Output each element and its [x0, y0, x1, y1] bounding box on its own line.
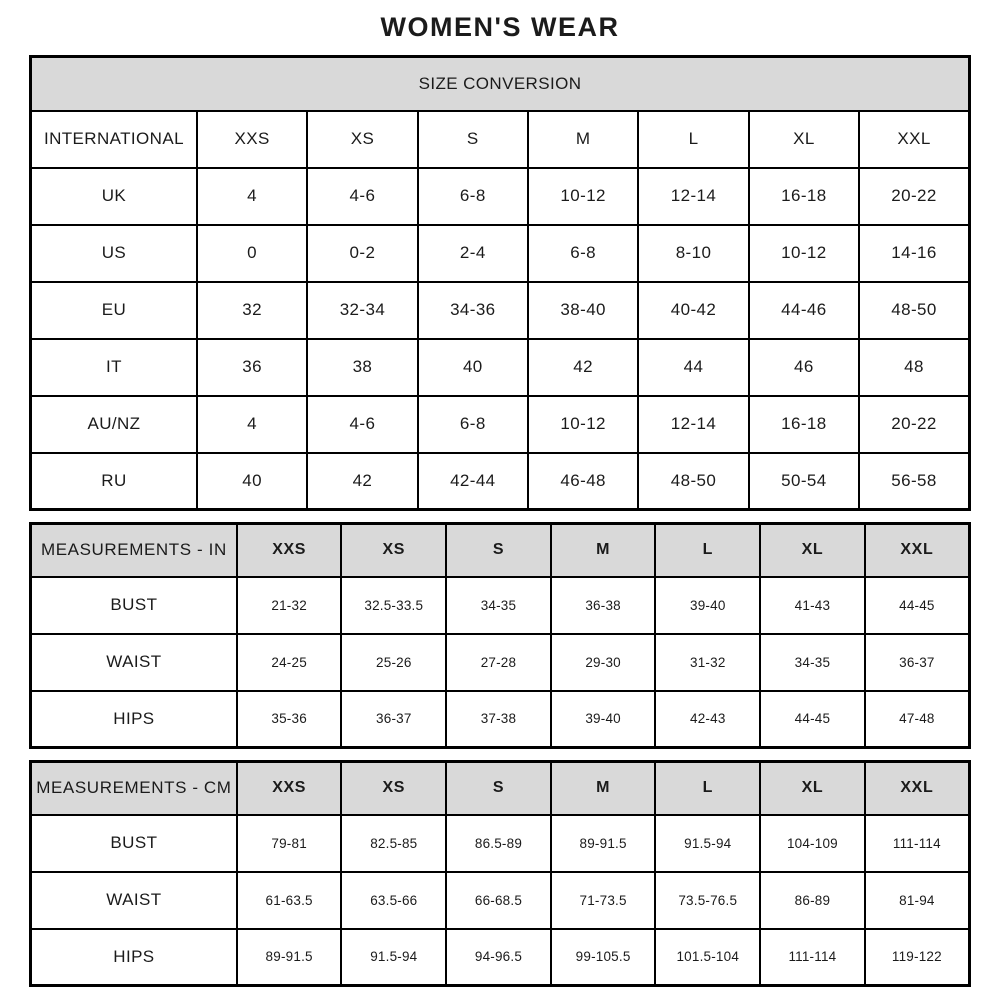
- value-cell: 29-30: [551, 634, 656, 691]
- measurements-in-col-xxs: XXS: [237, 524, 342, 577]
- value-cell: 32.5-33.5: [341, 577, 446, 634]
- size-conversion-row-us: [31, 225, 970, 282]
- value-cell: 86.5-89: [446, 815, 551, 872]
- value-cell: 81-94: [865, 872, 970, 929]
- size-conversion-row-au-nz: [31, 396, 970, 453]
- size-conversion-col-xl: XL: [749, 111, 859, 168]
- value-cell: 36-37: [341, 691, 446, 748]
- measurements-in-header-row: [31, 524, 970, 577]
- measurements-cm-row-hips: [31, 929, 970, 986]
- size-conversion-col-label: INTERNATIONAL: [31, 111, 197, 168]
- value-cell: 94-96.5: [446, 929, 551, 986]
- measurements-in-col-xl: XL: [760, 524, 865, 577]
- size-conversion-col-l: L: [638, 111, 748, 168]
- value-cell: 4: [197, 396, 307, 453]
- row-label: AU/NZ: [31, 396, 197, 453]
- measurements-in-col-s: S: [446, 524, 551, 577]
- measurements-in-col-label: MEASUREMENTS - IN: [31, 524, 237, 577]
- value-cell: 71-73.5: [551, 872, 656, 929]
- measurements-in-col-m: M: [551, 524, 656, 577]
- value-cell: 16-18: [749, 168, 859, 225]
- value-cell: 42: [528, 339, 638, 396]
- value-cell: 44-46: [749, 282, 859, 339]
- value-cell: 91.5-94: [341, 929, 446, 986]
- value-cell: 119-122: [865, 929, 970, 986]
- measurements-in-row-waist: [31, 634, 970, 691]
- size-conversion-col-s: S: [418, 111, 528, 168]
- value-cell: 48-50: [859, 282, 969, 339]
- measurements-cm-col-l: L: [655, 762, 760, 815]
- value-cell: 42-43: [655, 691, 760, 748]
- row-label: BUST: [31, 577, 237, 634]
- value-cell: 12-14: [638, 396, 748, 453]
- row-label: WAIST: [31, 872, 237, 929]
- measurements-in-col-l: L: [655, 524, 760, 577]
- value-cell: 79-81: [237, 815, 342, 872]
- value-cell: 61-63.5: [237, 872, 342, 929]
- value-cell: 46-48: [528, 453, 638, 510]
- measurements-cm-col-xl: XL: [760, 762, 865, 815]
- value-cell: 89-91.5: [551, 815, 656, 872]
- size-conversion-col-m: M: [528, 111, 638, 168]
- value-cell: 34-35: [446, 577, 551, 634]
- size-conversion-row-eu: [31, 282, 970, 339]
- value-cell: 20-22: [859, 168, 969, 225]
- row-label: US: [31, 225, 197, 282]
- value-cell: 27-28: [446, 634, 551, 691]
- value-cell: 36-38: [551, 577, 656, 634]
- value-cell: 91.5-94: [655, 815, 760, 872]
- value-cell: 44: [638, 339, 748, 396]
- value-cell: 86-89: [760, 872, 865, 929]
- measurements-cm-col-xxs: XXS: [237, 762, 342, 815]
- size-conversion-row-ru: [31, 453, 970, 510]
- value-cell: 2-4: [418, 225, 528, 282]
- value-cell: 24-25: [237, 634, 342, 691]
- measurements-cm-row-bust: [31, 815, 970, 872]
- value-cell: 44-45: [865, 577, 970, 634]
- value-cell: 44-45: [760, 691, 865, 748]
- row-label: RU: [31, 453, 197, 510]
- size-conversion-table: [29, 55, 971, 511]
- value-cell: 4-6: [307, 396, 417, 453]
- value-cell: 31-32: [655, 634, 760, 691]
- size-conversion-row-uk: [31, 168, 970, 225]
- value-cell: 6-8: [528, 225, 638, 282]
- measurements-cm-header-row: [31, 762, 970, 815]
- size-conversion-col-xs: XS: [307, 111, 417, 168]
- table-gap: [0, 511, 1000, 522]
- value-cell: 10-12: [528, 168, 638, 225]
- row-label: EU: [31, 282, 197, 339]
- value-cell: 47-48: [865, 691, 970, 748]
- value-cell: 111-114: [865, 815, 970, 872]
- value-cell: 42-44: [418, 453, 528, 510]
- value-cell: 48-50: [638, 453, 748, 510]
- measurements-in-col-xxl: XXL: [865, 524, 970, 577]
- value-cell: 16-18: [749, 396, 859, 453]
- value-cell: 36-37: [865, 634, 970, 691]
- value-cell: 40: [418, 339, 528, 396]
- size-conversion-row-it: [31, 339, 970, 396]
- value-cell: 10-12: [528, 396, 638, 453]
- value-cell: 40: [197, 453, 307, 510]
- value-cell: 38: [307, 339, 417, 396]
- size-conversion-col-xxs: XXS: [197, 111, 307, 168]
- table-gap: [0, 749, 1000, 760]
- page-title: WOMEN'S WEAR: [380, 12, 620, 42]
- value-cell: 37-38: [446, 691, 551, 748]
- row-label: WAIST: [31, 634, 237, 691]
- value-cell: 34-35: [760, 634, 865, 691]
- value-cell: 36: [197, 339, 307, 396]
- measurements-cm-col-label: MEASUREMENTS - CM: [31, 762, 237, 815]
- measurements-cm-row-waist: [31, 872, 970, 929]
- value-cell: 0: [197, 225, 307, 282]
- value-cell: 82.5-85: [341, 815, 446, 872]
- value-cell: 10-12: [749, 225, 859, 282]
- value-cell: 50-54: [749, 453, 859, 510]
- value-cell: 25-26: [341, 634, 446, 691]
- measurements-cm-col-s: S: [446, 762, 551, 815]
- value-cell: 39-40: [551, 691, 656, 748]
- row-label: UK: [31, 168, 197, 225]
- value-cell: 34-36: [418, 282, 528, 339]
- value-cell: 46: [749, 339, 859, 396]
- value-cell: 32-34: [307, 282, 417, 339]
- measurements-in-row-bust: [31, 577, 970, 634]
- row-label: HIPS: [31, 929, 237, 986]
- row-label: IT: [31, 339, 197, 396]
- value-cell: 20-22: [859, 396, 969, 453]
- value-cell: 35-36: [237, 691, 342, 748]
- value-cell: 41-43: [760, 577, 865, 634]
- value-cell: 63.5-66: [341, 872, 446, 929]
- value-cell: 99-105.5: [551, 929, 656, 986]
- measurements-cm-table: [29, 760, 971, 987]
- size-conversion-band-title: SIZE CONVERSION: [31, 57, 970, 111]
- row-label: HIPS: [31, 691, 237, 748]
- value-cell: 111-114: [760, 929, 865, 986]
- value-cell: 56-58: [859, 453, 969, 510]
- measurements-in-table: [29, 522, 971, 749]
- measurements-cm-col-xs: XS: [341, 762, 446, 815]
- value-cell: 21-32: [237, 577, 342, 634]
- value-cell: 42: [307, 453, 417, 510]
- measurements-cm-col-xxl: XXL: [865, 762, 970, 815]
- row-label: BUST: [31, 815, 237, 872]
- value-cell: 40-42: [638, 282, 748, 339]
- value-cell: 101.5-104: [655, 929, 760, 986]
- measurements-in-row-hips: [31, 691, 970, 748]
- value-cell: 104-109: [760, 815, 865, 872]
- value-cell: 6-8: [418, 396, 528, 453]
- value-cell: 66-68.5: [446, 872, 551, 929]
- value-cell: 39-40: [655, 577, 760, 634]
- value-cell: 32: [197, 282, 307, 339]
- value-cell: 89-91.5: [237, 929, 342, 986]
- measurements-cm-col-m: M: [551, 762, 656, 815]
- value-cell: 4: [197, 168, 307, 225]
- size-conversion-header-row: [31, 111, 970, 168]
- value-cell: 8-10: [638, 225, 748, 282]
- value-cell: 73.5-76.5: [655, 872, 760, 929]
- value-cell: 4-6: [307, 168, 417, 225]
- measurements-in-col-xs: XS: [341, 524, 446, 577]
- value-cell: 14-16: [859, 225, 969, 282]
- size-conversion-col-xxl: XXL: [859, 111, 969, 168]
- value-cell: 0-2: [307, 225, 417, 282]
- value-cell: 48: [859, 339, 969, 396]
- value-cell: 12-14: [638, 168, 748, 225]
- value-cell: 38-40: [528, 282, 638, 339]
- value-cell: 6-8: [418, 168, 528, 225]
